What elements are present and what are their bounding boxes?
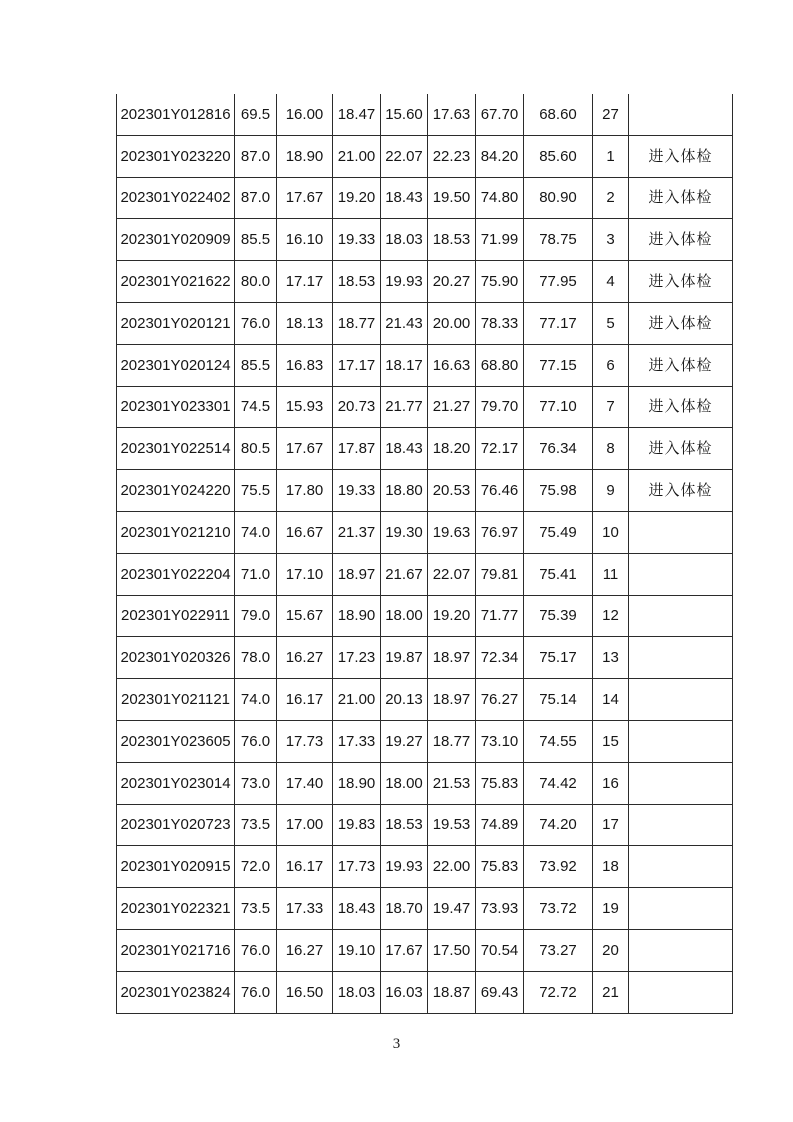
- candidate-id-cell: 202301Y023605: [117, 720, 235, 762]
- score-cell: 85.5: [235, 219, 277, 261]
- rank-cell: 14: [593, 679, 629, 721]
- candidate-id-cell: 202301Y012816: [117, 94, 235, 135]
- score-cell: 17.10: [277, 553, 333, 595]
- score-cell: 75.39: [524, 595, 593, 637]
- table-row: [117, 511, 733, 553]
- score-cell: 74.20: [524, 804, 593, 846]
- score-cell: 75.83: [476, 762, 524, 804]
- score-cell: 78.75: [524, 219, 593, 261]
- candidate-id-cell: 202301Y020121: [117, 302, 235, 344]
- candidate-id-cell: 202301Y020723: [117, 804, 235, 846]
- score-cell: 74.0: [235, 679, 277, 721]
- score-cell: 77.17: [524, 302, 593, 344]
- score-cell: 74.0: [235, 511, 277, 553]
- table-row: [117, 846, 733, 888]
- score-cell: 16.27: [277, 929, 333, 971]
- score-cell: 74.55: [524, 720, 593, 762]
- score-cell: 19.83: [333, 804, 381, 846]
- rank-cell: 21: [593, 971, 629, 1013]
- score-cell: 19.50: [428, 177, 476, 219]
- score-cell: 19.63: [428, 511, 476, 553]
- table-row: [117, 177, 733, 219]
- score-cell: 20.53: [428, 470, 476, 512]
- score-cell: 70.54: [476, 929, 524, 971]
- score-cell: 73.27: [524, 929, 593, 971]
- score-cell: 18.97: [428, 679, 476, 721]
- rank-cell: 27: [593, 94, 629, 135]
- candidate-id-cell: 202301Y022204: [117, 553, 235, 595]
- rank-cell: 8: [593, 428, 629, 470]
- results-table-body: [117, 94, 733, 1013]
- score-cell: 19.87: [381, 637, 428, 679]
- score-cell: 16.17: [277, 846, 333, 888]
- score-cell: 21.53: [428, 762, 476, 804]
- rank-cell: 2: [593, 177, 629, 219]
- score-cell: 19.93: [381, 261, 428, 303]
- rank-cell: 10: [593, 511, 629, 553]
- score-cell: 18.43: [333, 888, 381, 930]
- score-cell: 20.00: [428, 302, 476, 344]
- rank-cell: 16: [593, 762, 629, 804]
- score-cell: 75.98: [524, 470, 593, 512]
- status-cell: 进入体检: [629, 219, 733, 261]
- score-cell: 75.14: [524, 679, 593, 721]
- score-cell: 16.50: [277, 971, 333, 1013]
- status-cell: [629, 553, 733, 595]
- score-cell: 87.0: [235, 177, 277, 219]
- status-cell: [629, 804, 733, 846]
- candidate-id-cell: 202301Y020124: [117, 344, 235, 386]
- score-cell: 16.00: [277, 94, 333, 135]
- table-row: [117, 971, 733, 1013]
- table-row: [117, 302, 733, 344]
- score-cell: 16.03: [381, 971, 428, 1013]
- rank-cell: 6: [593, 344, 629, 386]
- score-cell: 18.87: [428, 971, 476, 1013]
- score-cell: 21.00: [333, 135, 381, 177]
- score-cell: 18.43: [381, 428, 428, 470]
- score-cell: 22.07: [428, 553, 476, 595]
- score-cell: 74.42: [524, 762, 593, 804]
- status-cell: [629, 679, 733, 721]
- table-row: [117, 720, 733, 762]
- score-cell: 76.0: [235, 929, 277, 971]
- score-cell: 21.43: [381, 302, 428, 344]
- status-cell: [629, 595, 733, 637]
- table-row: [117, 94, 733, 135]
- rank-cell: 18: [593, 846, 629, 888]
- score-cell: 85.5: [235, 344, 277, 386]
- table-row: [117, 470, 733, 512]
- score-cell: 21.37: [333, 511, 381, 553]
- score-cell: 76.0: [235, 302, 277, 344]
- score-cell: 76.27: [476, 679, 524, 721]
- candidate-id-cell: 202301Y022911: [117, 595, 235, 637]
- score-cell: 21.27: [428, 386, 476, 428]
- score-cell: 17.40: [277, 762, 333, 804]
- score-cell: 17.33: [277, 888, 333, 930]
- score-cell: 21.77: [381, 386, 428, 428]
- rank-cell: 11: [593, 553, 629, 595]
- candidate-id-cell: 202301Y020915: [117, 846, 235, 888]
- score-cell: 15.60: [381, 94, 428, 135]
- candidate-id-cell: 202301Y020326: [117, 637, 235, 679]
- score-cell: 17.33: [333, 720, 381, 762]
- score-cell: 16.83: [277, 344, 333, 386]
- score-cell: 22.00: [428, 846, 476, 888]
- status-cell: [629, 846, 733, 888]
- score-cell: 80.5: [235, 428, 277, 470]
- table-row: [117, 888, 733, 930]
- score-cell: 17.17: [277, 261, 333, 303]
- score-cell: 17.73: [333, 846, 381, 888]
- results-table: [116, 94, 733, 1014]
- score-cell: 75.90: [476, 261, 524, 303]
- score-cell: 22.23: [428, 135, 476, 177]
- score-cell: 18.97: [333, 553, 381, 595]
- status-cell: 进入体检: [629, 135, 733, 177]
- candidate-id-cell: 202301Y021622: [117, 261, 235, 303]
- table-row: [117, 762, 733, 804]
- status-cell: [629, 637, 733, 679]
- score-cell: 78.0: [235, 637, 277, 679]
- rank-cell: 12: [593, 595, 629, 637]
- status-cell: 进入体检: [629, 177, 733, 219]
- score-cell: 18.13: [277, 302, 333, 344]
- score-cell: 21.67: [381, 553, 428, 595]
- score-cell: 68.80: [476, 344, 524, 386]
- score-cell: 72.72: [524, 971, 593, 1013]
- table-row: [117, 261, 733, 303]
- score-cell: 75.49: [524, 511, 593, 553]
- score-cell: 18.53: [381, 804, 428, 846]
- score-cell: 72.34: [476, 637, 524, 679]
- score-cell: 18.53: [428, 219, 476, 261]
- score-cell: 77.10: [524, 386, 593, 428]
- score-cell: 18.77: [333, 302, 381, 344]
- score-cell: 72.17: [476, 428, 524, 470]
- score-cell: 16.17: [277, 679, 333, 721]
- score-cell: 74.89: [476, 804, 524, 846]
- score-cell: 73.72: [524, 888, 593, 930]
- score-cell: 18.70: [381, 888, 428, 930]
- score-cell: 18.47: [333, 94, 381, 135]
- table-row: [117, 679, 733, 721]
- score-cell: 18.90: [277, 135, 333, 177]
- score-cell: 74.5: [235, 386, 277, 428]
- candidate-id-cell: 202301Y024220: [117, 470, 235, 512]
- score-cell: 18.00: [381, 762, 428, 804]
- score-cell: 19.33: [333, 219, 381, 261]
- score-cell: 73.92: [524, 846, 593, 888]
- status-cell: [629, 511, 733, 553]
- score-cell: 18.17: [381, 344, 428, 386]
- table-row: [117, 219, 733, 261]
- score-cell: 16.63: [428, 344, 476, 386]
- table-row: [117, 344, 733, 386]
- page-number: 3: [392, 1036, 401, 1052]
- score-cell: 78.33: [476, 302, 524, 344]
- score-cell: 76.0: [235, 720, 277, 762]
- score-cell: 18.43: [381, 177, 428, 219]
- score-cell: 74.80: [476, 177, 524, 219]
- table-row: [117, 595, 733, 637]
- status-cell: [629, 94, 733, 135]
- rank-cell: 15: [593, 720, 629, 762]
- score-cell: 84.20: [476, 135, 524, 177]
- score-cell: 20.13: [381, 679, 428, 721]
- score-cell: 79.0: [235, 595, 277, 637]
- score-cell: 71.77: [476, 595, 524, 637]
- table-row: [117, 386, 733, 428]
- status-cell: 进入体检: [629, 344, 733, 386]
- rank-cell: 4: [593, 261, 629, 303]
- score-cell: 22.07: [381, 135, 428, 177]
- score-cell: 80.90: [524, 177, 593, 219]
- status-cell: [629, 929, 733, 971]
- score-cell: 19.30: [381, 511, 428, 553]
- rank-cell: 13: [593, 637, 629, 679]
- score-cell: 19.47: [428, 888, 476, 930]
- table-row: [117, 428, 733, 470]
- score-cell: 18.77: [428, 720, 476, 762]
- score-cell: 17.67: [277, 428, 333, 470]
- score-cell: 80.0: [235, 261, 277, 303]
- rank-cell: 1: [593, 135, 629, 177]
- score-cell: 18.03: [381, 219, 428, 261]
- table-row: [117, 804, 733, 846]
- score-cell: 73.93: [476, 888, 524, 930]
- score-cell: 17.73: [277, 720, 333, 762]
- score-cell: 68.60: [524, 94, 593, 135]
- candidate-id-cell: 202301Y023014: [117, 762, 235, 804]
- score-cell: 76.0: [235, 971, 277, 1013]
- candidate-id-cell: 202301Y021716: [117, 929, 235, 971]
- score-cell: 75.83: [476, 846, 524, 888]
- score-cell: 79.70: [476, 386, 524, 428]
- candidate-id-cell: 202301Y020909: [117, 219, 235, 261]
- score-cell: 19.20: [428, 595, 476, 637]
- score-cell: 85.60: [524, 135, 593, 177]
- score-cell: 20.73: [333, 386, 381, 428]
- candidate-id-cell: 202301Y021210: [117, 511, 235, 553]
- candidate-id-cell: 202301Y022402: [117, 177, 235, 219]
- score-cell: 17.50: [428, 929, 476, 971]
- status-cell: [629, 971, 733, 1013]
- score-cell: 18.97: [428, 637, 476, 679]
- score-cell: 75.41: [524, 553, 593, 595]
- score-cell: 17.17: [333, 344, 381, 386]
- score-cell: 19.20: [333, 177, 381, 219]
- score-cell: 18.20: [428, 428, 476, 470]
- score-cell: 18.03: [333, 971, 381, 1013]
- score-cell: 17.00: [277, 804, 333, 846]
- score-cell: 21.00: [333, 679, 381, 721]
- score-cell: 71.0: [235, 553, 277, 595]
- status-cell: 进入体检: [629, 428, 733, 470]
- table-row: [117, 135, 733, 177]
- score-cell: 17.87: [333, 428, 381, 470]
- rank-cell: 7: [593, 386, 629, 428]
- score-cell: 19.10: [333, 929, 381, 971]
- score-cell: 15.67: [277, 595, 333, 637]
- status-cell: 进入体检: [629, 302, 733, 344]
- score-cell: 19.33: [333, 470, 381, 512]
- candidate-id-cell: 202301Y021121: [117, 679, 235, 721]
- score-cell: 17.67: [277, 177, 333, 219]
- score-cell: 76.34: [524, 428, 593, 470]
- score-cell: 75.17: [524, 637, 593, 679]
- score-cell: 17.23: [333, 637, 381, 679]
- status-cell: [629, 720, 733, 762]
- score-cell: 16.10: [277, 219, 333, 261]
- status-cell: 进入体检: [629, 261, 733, 303]
- candidate-id-cell: 202301Y023220: [117, 135, 235, 177]
- score-cell: 18.00: [381, 595, 428, 637]
- score-cell: 69.43: [476, 971, 524, 1013]
- score-cell: 76.46: [476, 470, 524, 512]
- candidate-id-cell: 202301Y022514: [117, 428, 235, 470]
- score-cell: 16.27: [277, 637, 333, 679]
- score-cell: 19.27: [381, 720, 428, 762]
- status-cell: 进入体检: [629, 386, 733, 428]
- score-cell: 18.80: [381, 470, 428, 512]
- score-cell: 72.0: [235, 846, 277, 888]
- candidate-id-cell: 202301Y023301: [117, 386, 235, 428]
- table-row: [117, 929, 733, 971]
- score-cell: 79.81: [476, 553, 524, 595]
- score-cell: 73.5: [235, 888, 277, 930]
- score-cell: 18.90: [333, 762, 381, 804]
- score-cell: 20.27: [428, 261, 476, 303]
- status-cell: 进入体检: [629, 470, 733, 512]
- score-cell: 19.93: [381, 846, 428, 888]
- score-cell: 17.80: [277, 470, 333, 512]
- score-cell: 18.90: [333, 595, 381, 637]
- score-cell: 77.15: [524, 344, 593, 386]
- score-cell: 71.99: [476, 219, 524, 261]
- rank-cell: 20: [593, 929, 629, 971]
- status-cell: [629, 762, 733, 804]
- table-row: [117, 553, 733, 595]
- rank-cell: 5: [593, 302, 629, 344]
- score-cell: 17.63: [428, 94, 476, 135]
- score-cell: 69.5: [235, 94, 277, 135]
- score-cell: 75.5: [235, 470, 277, 512]
- score-cell: 67.70: [476, 94, 524, 135]
- score-cell: 16.67: [277, 511, 333, 553]
- rank-cell: 17: [593, 804, 629, 846]
- score-cell: 73.0: [235, 762, 277, 804]
- score-cell: 17.67: [381, 929, 428, 971]
- candidate-id-cell: 202301Y023824: [117, 971, 235, 1013]
- score-cell: 77.95: [524, 261, 593, 303]
- table-row: [117, 637, 733, 679]
- status-cell: [629, 888, 733, 930]
- rank-cell: 19: [593, 888, 629, 930]
- candidate-id-cell: 202301Y022321: [117, 888, 235, 930]
- score-cell: 87.0: [235, 135, 277, 177]
- rank-cell: 9: [593, 470, 629, 512]
- rank-cell: 3: [593, 219, 629, 261]
- score-cell: 73.10: [476, 720, 524, 762]
- score-cell: 76.97: [476, 511, 524, 553]
- score-cell: 15.93: [277, 386, 333, 428]
- score-cell: 19.53: [428, 804, 476, 846]
- score-cell: 73.5: [235, 804, 277, 846]
- score-cell: 18.53: [333, 261, 381, 303]
